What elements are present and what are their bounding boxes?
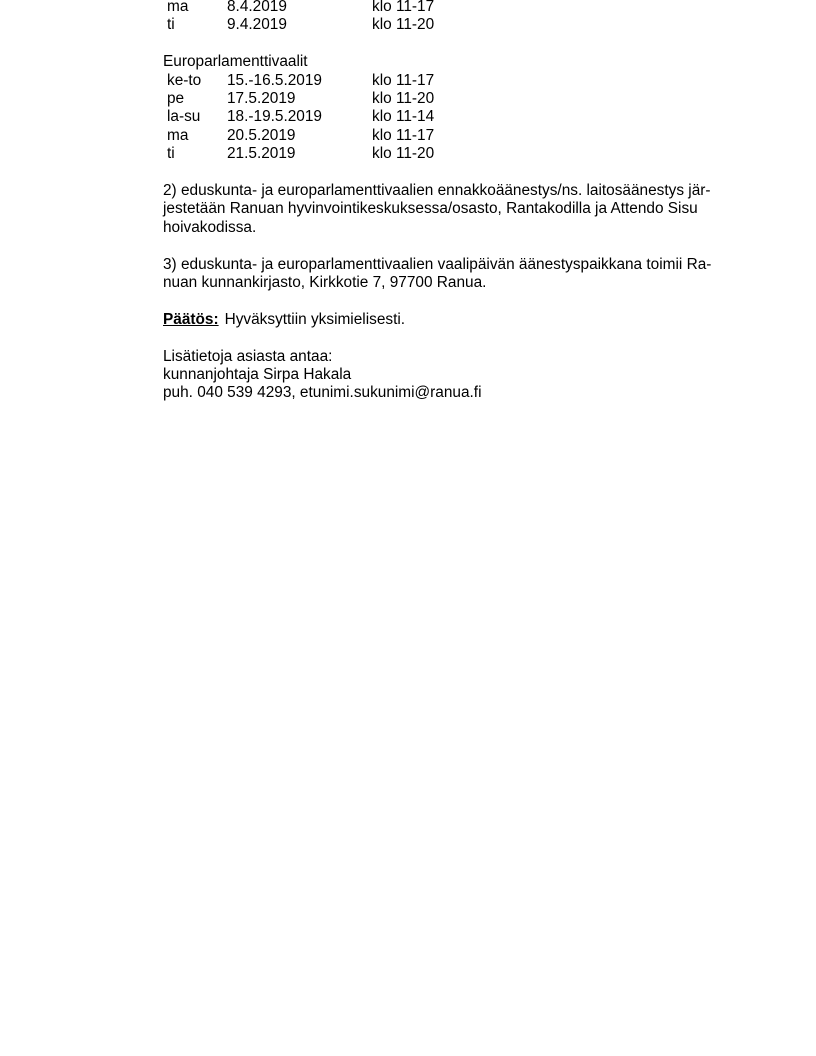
schedule-day: ma [167,0,189,15]
document-content [163,0,743,403]
schedule-row [163,16,743,34]
decision [163,311,743,329]
schedule-day: ke-to [167,71,202,89]
spacer [163,329,743,347]
paragraph-2 [163,182,743,237]
spacer [163,35,743,53]
schedule-time: klo 11-20 [372,89,435,107]
schedule-row [163,145,743,163]
spacer [163,237,743,255]
contact-intro: Lisätietoja asiasta antaa: [163,347,333,365]
paragraph-line: jestetään Ranuan hyvinvointikeskuksessa/osasto, Rantakodilla ja Attendo Sisu [163,200,698,218]
schedule-time: klo 11-14 [372,108,435,126]
eu-elections-heading: Europarlamenttivaalit [163,53,308,71]
paragraph-line: hoivakodissa. [163,218,257,236]
schedule-time: klo 11-17 [372,126,435,144]
schedule-date: 15.-16.5.2019 [227,71,322,89]
schedule-date: 9.4.2019 [227,16,287,34]
contact-info [163,348,743,403]
contact-name: kunnanjohtaja Sirpa Hakala [163,365,352,383]
schedule-date: 21.5.2019 [227,145,296,163]
schedule-date: 18.-19.5.2019 [227,108,322,126]
contact-details: puh. 040 539 4293, etunimi.sukunimi@ranua.fi [163,384,482,402]
decision-label: Päätös: [163,310,219,328]
schedule-row [163,108,743,126]
spacer [163,292,743,310]
schedule-time: klo 11-20 [372,16,435,34]
schedule-date: 20.5.2019 [227,126,296,144]
spacer [163,164,743,182]
schedule-date: 17.5.2019 [227,89,296,107]
paragraph-line: 3) eduskunta- ja europarlamenttivaalien vaalipäivän äänestyspaikkana toimii Ra- [163,255,712,273]
schedule-time: klo 11-17 [372,71,435,89]
schedule-time: klo 11-20 [372,145,435,163]
schedule-row [163,90,743,108]
paragraph-3 [163,256,743,293]
paragraph-line: 2) eduskunta- ja europarlamenttivaalien ennakkoäänestys/ns. laitosäänestys jär- [163,181,711,199]
schedule-time: klo 11-17 [372,0,435,15]
paragraph-line: nuan kunnankirjasto, Kirkkotie 7, 97700 Ranua. [163,273,487,291]
schedule-day: pe [167,89,185,107]
schedule-day: ti [167,16,175,34]
schedule-row [163,127,743,145]
schedule-day: ti [167,145,175,163]
schedule-day: la-su [167,108,201,126]
schedule-day: ma [167,126,189,144]
schedule-row [163,0,743,16]
schedule-date: 8.4.2019 [227,0,287,15]
decision-text: Hyväksyttiin yksimielisesti. [224,310,406,328]
schedule-row [163,72,743,90]
